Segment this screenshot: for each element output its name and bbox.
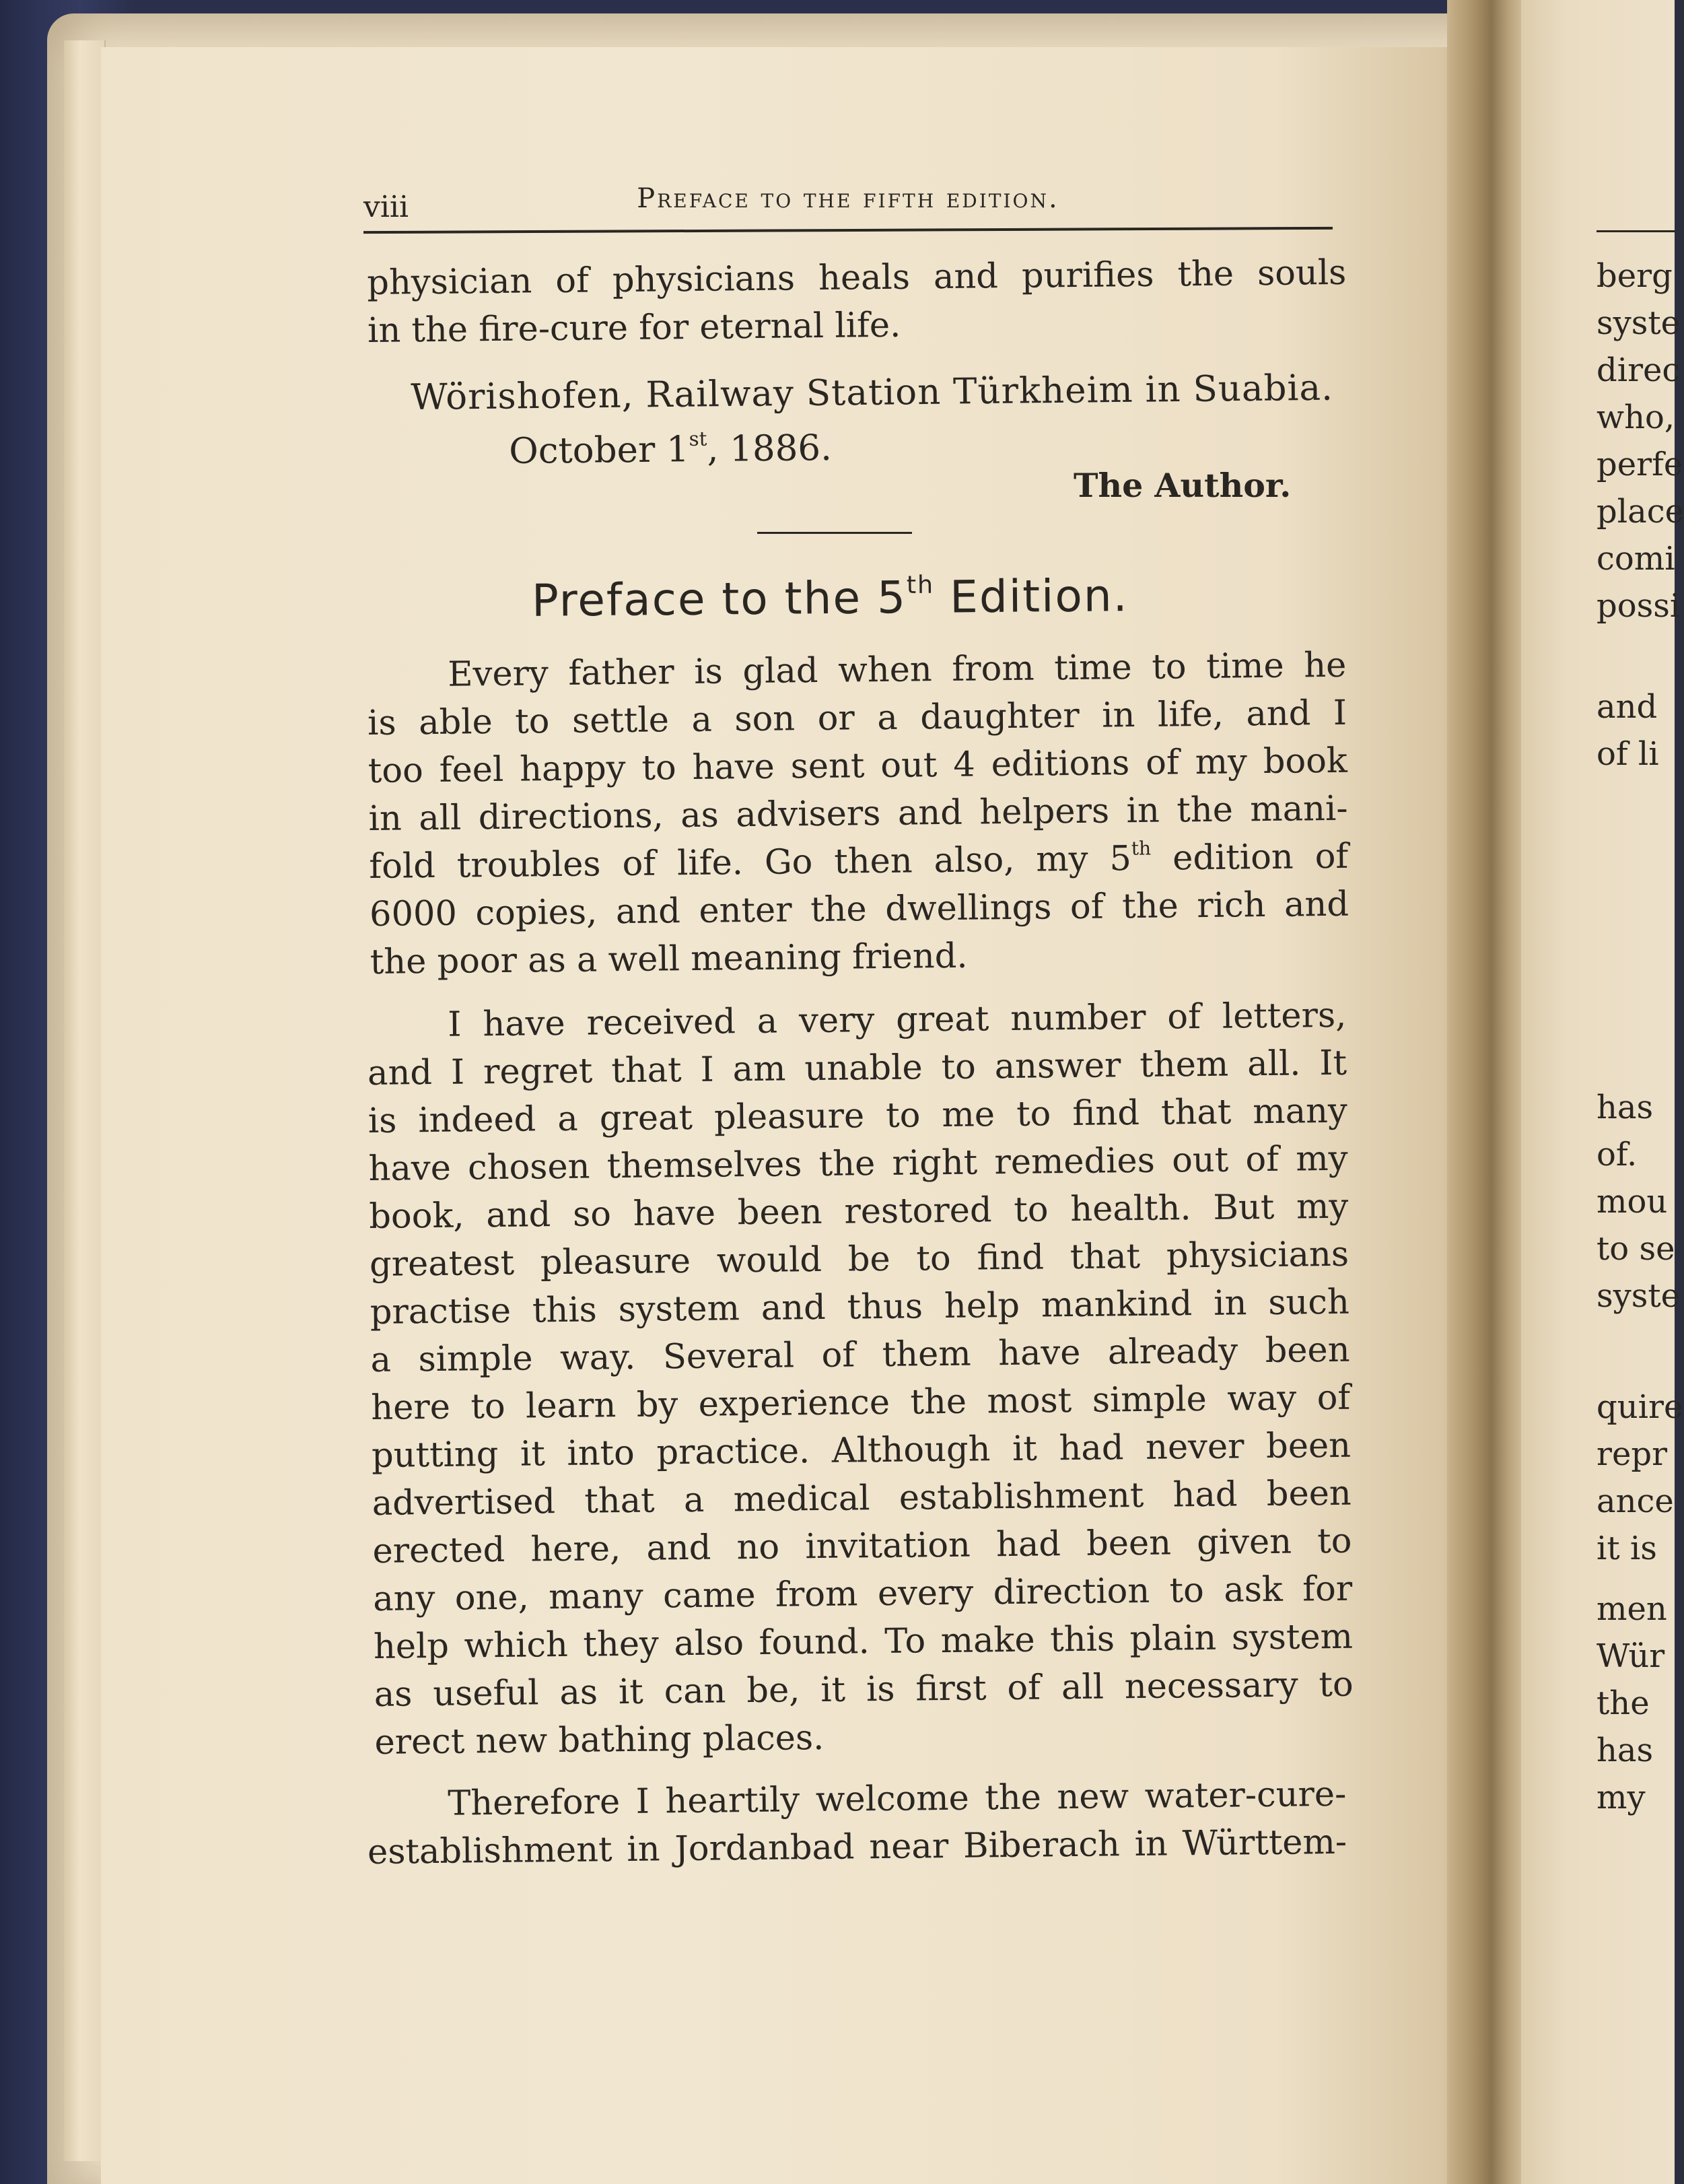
text-line: in all directions, as advisers and helpers in the mani- bbox=[368, 788, 1348, 839]
text-line: the bbox=[1597, 1684, 1650, 1722]
text-line: direc bbox=[1597, 351, 1681, 389]
text-line: perfe bbox=[1597, 446, 1683, 483]
page-edges bbox=[64, 40, 106, 2161]
page-number: viii bbox=[363, 190, 409, 224]
text-line: here to learn by experience the most simple way of bbox=[371, 1377, 1351, 1428]
text-line: has bbox=[1597, 1732, 1654, 1769]
text-line: Wür bbox=[1597, 1637, 1665, 1675]
text-line: advertised that a medical establishment had been bbox=[372, 1473, 1352, 1524]
text-line: the poor as a well meaning friend. bbox=[370, 936, 968, 982]
section-heading: Preface to the 5th Edition. bbox=[531, 570, 1129, 627]
facing-page-text-1 bbox=[1597, 252, 1684, 629]
text-line: is able to settle a son or a daughter in life, and I bbox=[367, 693, 1347, 743]
facing-page-text-5 bbox=[1597, 1585, 1675, 1821]
section-divider bbox=[757, 532, 912, 534]
text-line: Every father is glad when from time to time he bbox=[448, 645, 1347, 695]
text-line: syste bbox=[1597, 304, 1681, 342]
text-line: of li bbox=[1597, 735, 1659, 773]
book-gutter bbox=[1447, 0, 1528, 2184]
text-line: of. bbox=[1597, 1136, 1638, 1173]
paragraph-3 bbox=[367, 1771, 1347, 1876]
text-line: and I regret that I am unable to answer them all. It bbox=[367, 1043, 1347, 1093]
text-line: greatest pleasure would be to find that physicians bbox=[369, 1234, 1349, 1285]
text-line: place bbox=[1597, 493, 1684, 531]
text-line: 6000 copies, and enter the dwellings of the rich and bbox=[369, 884, 1349, 934]
text-line: ance bbox=[1597, 1482, 1674, 1520]
text-line: to se bbox=[1597, 1230, 1675, 1268]
text-line: any one, many came from every direction to ask for bbox=[372, 1569, 1353, 1619]
text-line: I have received a very great number of letters, bbox=[448, 995, 1347, 1045]
text-line: is indeed a great pleasure to me to find that many bbox=[367, 1091, 1348, 1141]
facing-page-text-4 bbox=[1597, 1384, 1683, 1572]
text-line: and bbox=[1597, 688, 1658, 726]
text-line: has bbox=[1597, 1089, 1654, 1126]
text-line: possi bbox=[1597, 587, 1681, 625]
text-line: repr bbox=[1597, 1435, 1668, 1473]
text-line: help which they also found. To make this plain system bbox=[373, 1616, 1354, 1667]
signature-place: Wörishofen, Railway Station Türkheim in Suabia. bbox=[411, 367, 1334, 418]
text-line: putting it into practice. Although it had never been bbox=[371, 1425, 1352, 1476]
text-line: in the fire-cure for eternal life. bbox=[367, 305, 901, 351]
text-line: establishment in Jordanbad near Biberach in Württem- bbox=[367, 1822, 1347, 1872]
paragraph-2 bbox=[367, 992, 1354, 1767]
text-line: my bbox=[1597, 1779, 1646, 1816]
text-line: syste bbox=[1597, 1277, 1681, 1315]
text-line: comi bbox=[1597, 540, 1675, 578]
text-line: Therefore I heartily welcome the new water-cure- bbox=[448, 1774, 1347, 1824]
text-line: it is bbox=[1597, 1530, 1657, 1567]
facing-page-text-2 bbox=[1597, 683, 1675, 778]
text-line: berg bbox=[1597, 257, 1673, 295]
text-line: erect new bathing places. bbox=[374, 1717, 825, 1763]
text-line: too feel happy to have sent out 4 editions of my book bbox=[367, 741, 1348, 791]
text-line: fold troubles of life. Go then also, my 5th edition of bbox=[369, 836, 1349, 887]
text-line: quire bbox=[1597, 1388, 1683, 1426]
paragraph-1 bbox=[367, 642, 1349, 986]
text-line: book, and so have been restored to health. But my bbox=[369, 1186, 1349, 1237]
text-line: as useful as it can be, it is first of all necessary to bbox=[374, 1664, 1354, 1715]
text-line: a simple way. Several of them have already been bbox=[370, 1330, 1350, 1380]
text-line: have chosen themselves the right remedies out of my bbox=[368, 1138, 1348, 1189]
text-line: mou bbox=[1597, 1183, 1668, 1221]
text-line: erected here, and no invitation had been given to bbox=[372, 1521, 1352, 1571]
text-line: men bbox=[1597, 1590, 1667, 1628]
signature-date: October 1st, 1886. bbox=[509, 427, 833, 472]
running-head: Preface to the fifth edition. bbox=[637, 183, 1059, 214]
signature-author: The Author. bbox=[1074, 466, 1292, 505]
facing-page-text-3 bbox=[1597, 1084, 1681, 1320]
text-line: who, bbox=[1597, 399, 1675, 436]
facing-page-rule bbox=[1597, 230, 1675, 232]
opening-text bbox=[367, 249, 1347, 355]
text-line: physician of physicians heals and purifies the souls bbox=[367, 252, 1347, 303]
text-line: practise this system and thus help mankind in such bbox=[370, 1282, 1350, 1332]
